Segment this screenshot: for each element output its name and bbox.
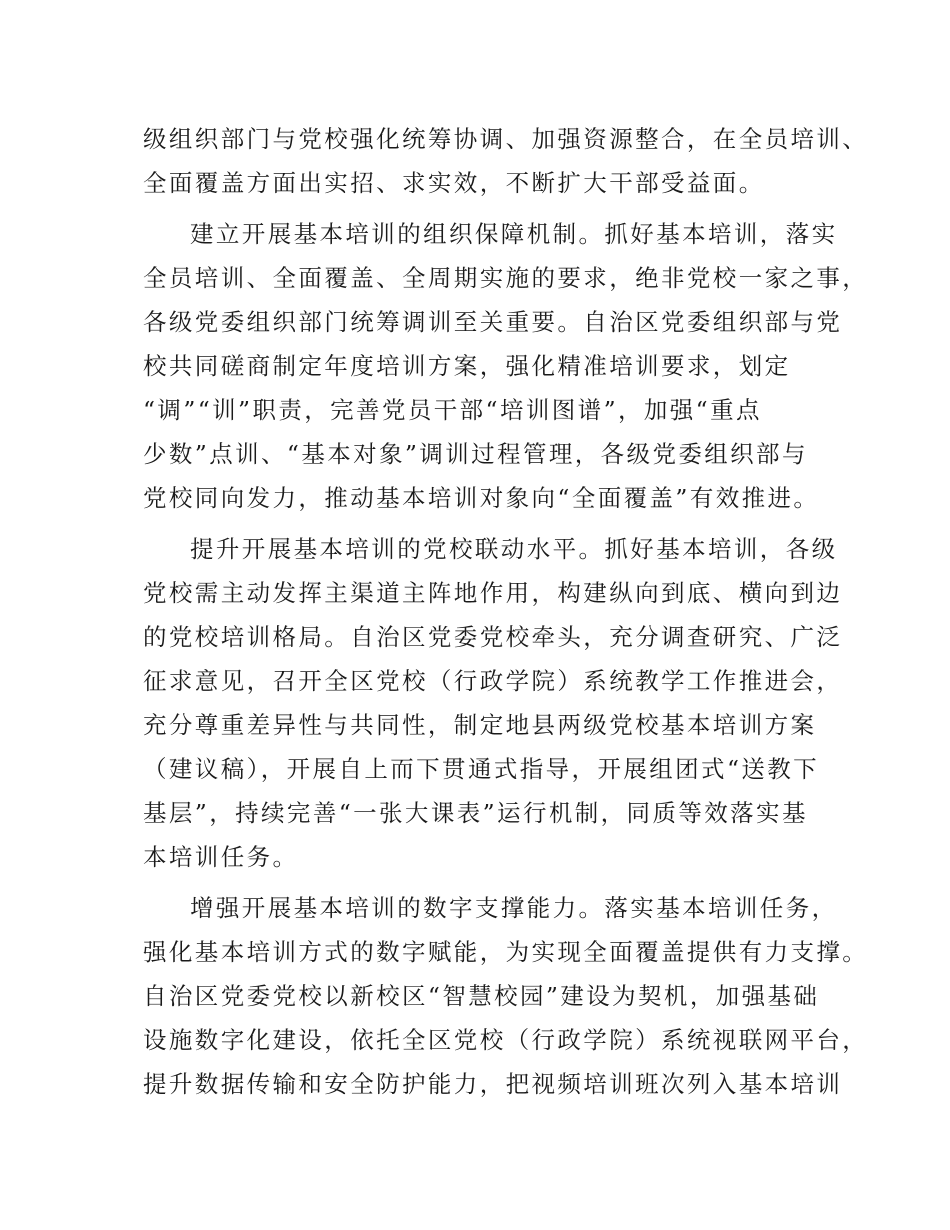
text-line: 全员培训、全面覆盖、全周期实施的要求，绝非党校一家之事， bbox=[143, 264, 869, 292]
text-line: 设施数字化建设，依托全区党校（行政学院）系统视联网平台， bbox=[143, 1026, 869, 1054]
text-line: 基层”，持续完善“一张大课表”运行机制，同质等效落实基 bbox=[143, 799, 808, 827]
text-line: 强化基本培训方式的数字赋能，为实现全面覆盖提供有力支撑。 bbox=[143, 938, 869, 966]
text-line: 全面覆盖方面出实招、求实效，不断扩大干部受益面。 bbox=[143, 169, 765, 197]
text-line: （建议稿），开展自上而下贯通式指导，开展组团式“送教下 bbox=[143, 755, 820, 783]
paragraph-organization-mechanism bbox=[143, 212, 869, 520]
document-body bbox=[143, 117, 869, 1113]
text-line: 增强开展基本培训的数字支撑能力。落实基本培训任务， bbox=[190, 894, 838, 922]
text-line: 少数”点训、“基本对象”调训过程管理，各级党委组织部与 bbox=[143, 440, 808, 468]
text-line: “调”“训”职责，完善党员干部“培训图谱”，加强“重点 bbox=[143, 396, 762, 424]
paragraph-digital-support bbox=[143, 886, 869, 1106]
text-line: 征求意见，召开全区党校（行政学院）系统教学工作推进会， bbox=[143, 667, 843, 695]
text-line: 充分尊重差异性与共同性，制定地县两级党校基本培训方案 bbox=[143, 711, 817, 739]
text-line: 提升数据传输和安全防护能力，把视频培训班次列入基本培训 bbox=[143, 1070, 843, 1098]
text-line: 建立开展基本培训的组织保障机制。抓好基本培训，落实 bbox=[190, 220, 838, 248]
text-line: 党校同向发力，推动基本培训对象向“全面覆盖”有效推进。 bbox=[143, 484, 820, 512]
text-line: 党校需主动发挥主渠道主阵地作用，构建纵向到底、横向到边 bbox=[143, 579, 843, 607]
text-line: 自治区党委党校以新校区“智慧校园”建设为契机，加强基础 bbox=[143, 982, 820, 1010]
paragraph-continuation bbox=[143, 117, 869, 205]
text-line: 级组织部门与党校强化统筹协调、加强资源整合，在全员培训、 bbox=[143, 125, 869, 153]
text-line: 校共同磋商制定年度培训方案，强化精准培训要求，划定 bbox=[143, 352, 791, 380]
text-line: 本培训任务。 bbox=[143, 843, 299, 871]
text-line: 的党校培训格局。自治区党委党校牵头，充分调查研究、广泛 bbox=[143, 623, 843, 651]
paragraph-party-school-linkage bbox=[143, 527, 843, 879]
text-line: 各级党委组织部门统筹调训至关重要。自治区党委组织部与党 bbox=[143, 308, 843, 336]
text-line: 提升开展基本培训的党校联动水平。抓好基本培训，各级 bbox=[190, 535, 838, 563]
